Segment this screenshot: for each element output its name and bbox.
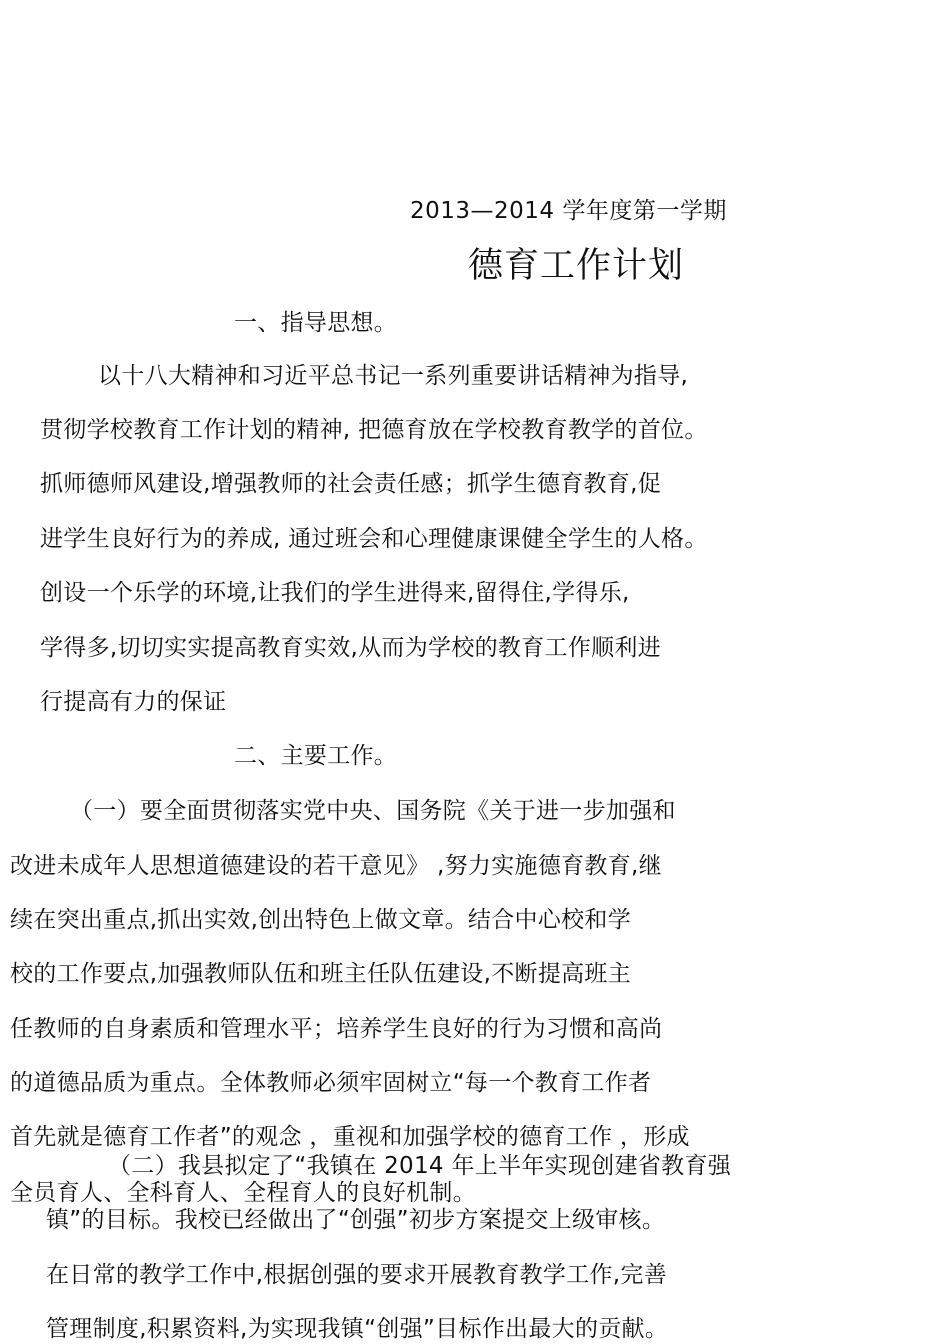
paragraph-line: 首先就是德育工作者”的观念 ，重视和加强学校的德育工作 ，形成 (10, 1124, 690, 1150)
paragraph-line: 以十八大精神和习近平总书记一系列重要讲话精神为指导, (98, 363, 689, 389)
paragraph-line: 进学生良好行为的养成, 通过班会和心理健康课健全学生的人格。 (40, 526, 708, 552)
document-subtitle: 2013—2014 学年度第一学期 (410, 198, 727, 224)
paragraph-line: （二）我县拟定了“我镇在 2014 年上半年实现创建省教育强 (108, 1153, 732, 1179)
document-title: 德育工作计划 (468, 246, 685, 286)
paragraph-line: 任教师的自身素质和管理水平；培养学生良好的行为习惯和高尚 (10, 1016, 663, 1042)
section-heading-guiding-thought: 一、指导思想。 (234, 310, 398, 336)
paragraph-line: 全员育人、全科育人、全程育人的良好机制。 (10, 1180, 476, 1206)
section-heading-main-work: 二、主要工作。 (234, 743, 398, 769)
paragraph-line: 校的工作要点,加强教师队伍和班主任队伍建设,不断提高班主 (10, 961, 632, 987)
paragraph-line: 改进未成年人思想道德建设的若干意见》 ,努力实施德育教育,继 (10, 853, 662, 879)
paragraph-line: 续在突出重点,抓出实效,创出特色上做文章。结合中心校和学 (10, 907, 632, 933)
paragraph-line: 抓师德师风建设,增强教师的社会责任感；抓学生德育教育,促 (40, 471, 662, 497)
paragraph-line: 学得多,切切实实提高教育实效,从而为学校的教育工作顺利进 (40, 635, 662, 661)
paragraph-line: 管理制度,积累资料,为实现我镇“创强”目标作出最大的贡献。 (46, 1316, 669, 1342)
paragraph-line: 的道德品质为重点。全体教师必须牢固树立“每一个教育工作者 (10, 1070, 652, 1096)
paragraph-line: 贯彻学校教育工作计划的精神, 把德育放在学校教育教学的首位。 (40, 417, 708, 443)
paragraph-line: 在日常的教学工作中,根据创强的要求开展教育教学工作,完善 (46, 1262, 668, 1288)
paragraph-line: 行提高有力的保证 (40, 689, 227, 715)
paragraph-line: （一）要全面贯彻落实党中央、国务院《关于进一步加强和 (70, 798, 676, 824)
paragraph-line: 镇”的目标。我校已经做出了“创强”初步方案提交上级审核。 (46, 1207, 666, 1233)
paragraph-line: 创设一个乐学的环境,让我们的学生进得来,留得住,学得乐, (40, 580, 630, 606)
